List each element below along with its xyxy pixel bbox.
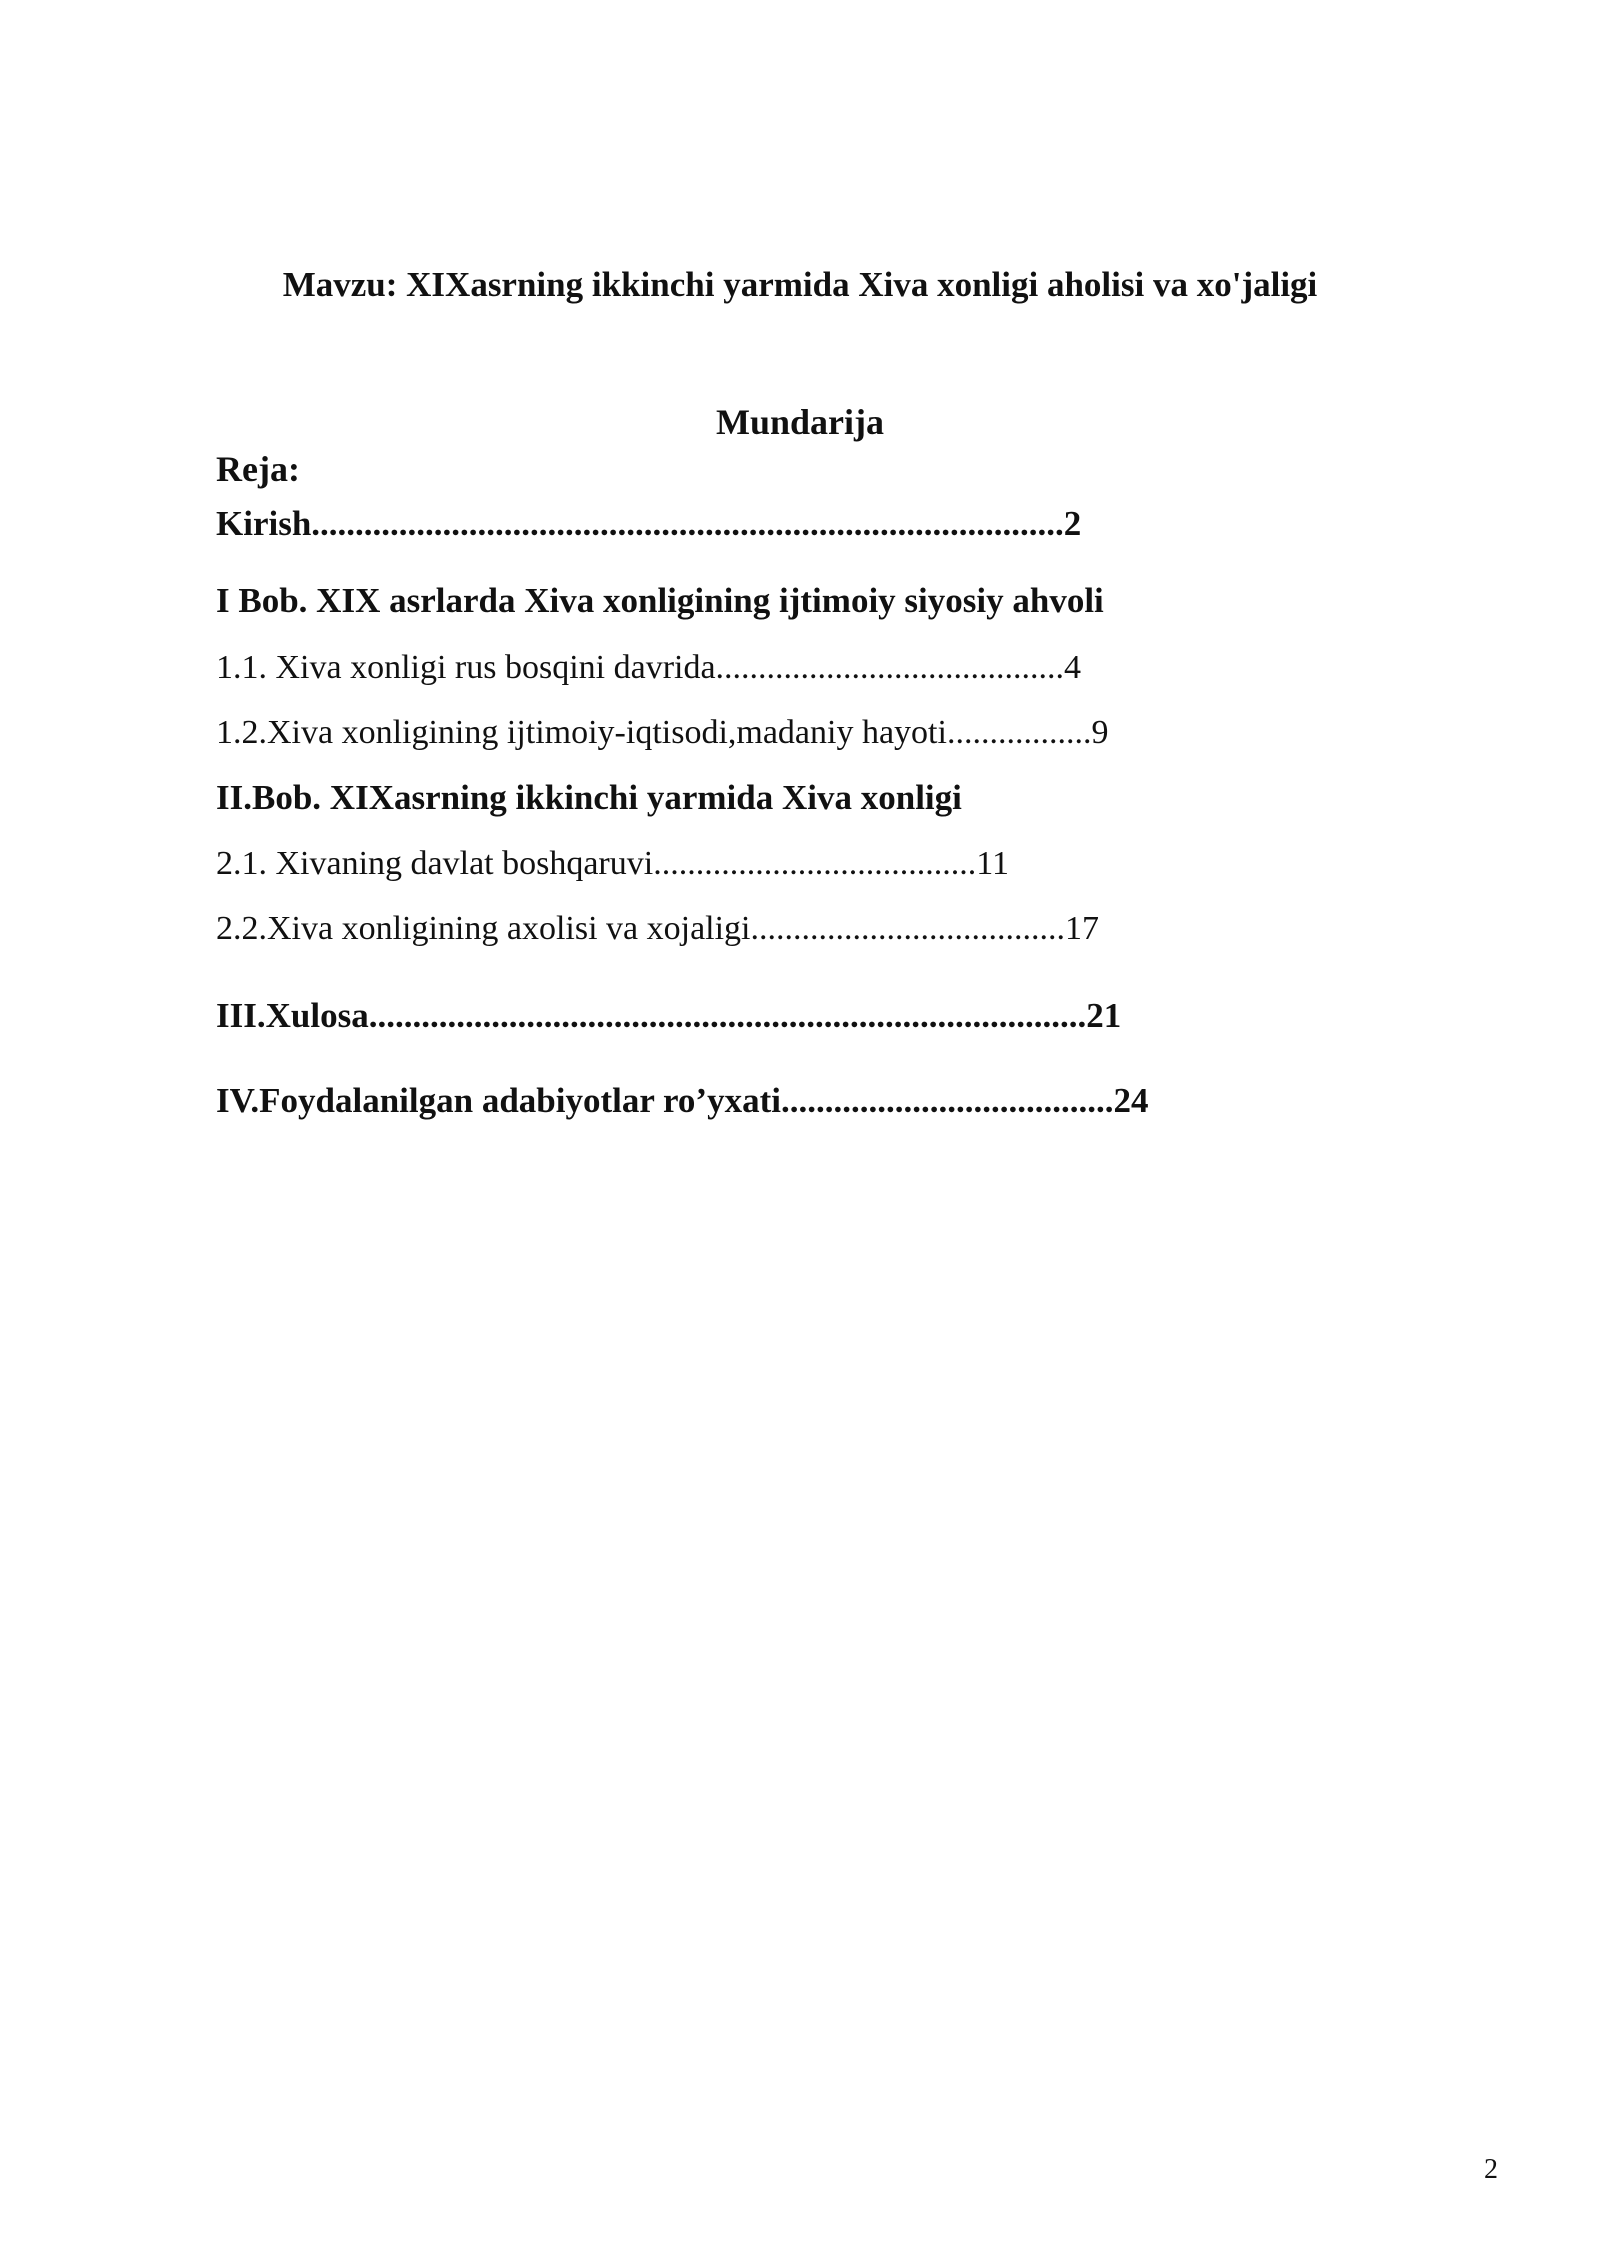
toc-entry-chapter-2: II.Bob. XIXasrning ikkinchi yarmida Xiva xonligi (216, 778, 962, 817)
toc-heading: Mundarija (715, 402, 884, 442)
toc-entry-section-2-1: 2.1. Xivaning davlat boshqaruvi......................................11 (216, 845, 1009, 882)
toc-entry-section-1-1: 1.1. Xiva xonligi rus bosqini davrida.........................................4 (216, 649, 1082, 686)
toc-entry-section-1-2: 1.2.Xiva xonligining ijtimoiy-iqtisodi,madaniy hayoti.................9 (216, 714, 1109, 751)
page-number: 2 (1484, 2154, 1498, 2185)
plan-label: Reja: (216, 449, 300, 489)
toc-entry-conclusion: III.Xulosa..................................................................................21 (216, 996, 1122, 1035)
toc-entry-section-2-2: 2.2.Xiva xonligining axolisi va xojaligi.....................................17 (216, 910, 1100, 947)
document-title: Mavzu: XIXasrning ikkinchi yarmida Xiva xonligi aholisi va xo'jaligi (282, 265, 1318, 304)
toc-entry-chapter-1: I Bob. XIX asrlarda Xiva xonligining ijtimoiy siyosiy ahvoli (216, 581, 1104, 620)
toc-entry-references: IV.Foydalanilgan adabiyotlar ro’yxati......................................24 (216, 1081, 1149, 1120)
toc-entry-introduction: Kirish......................................................................................2 (216, 504, 1082, 543)
